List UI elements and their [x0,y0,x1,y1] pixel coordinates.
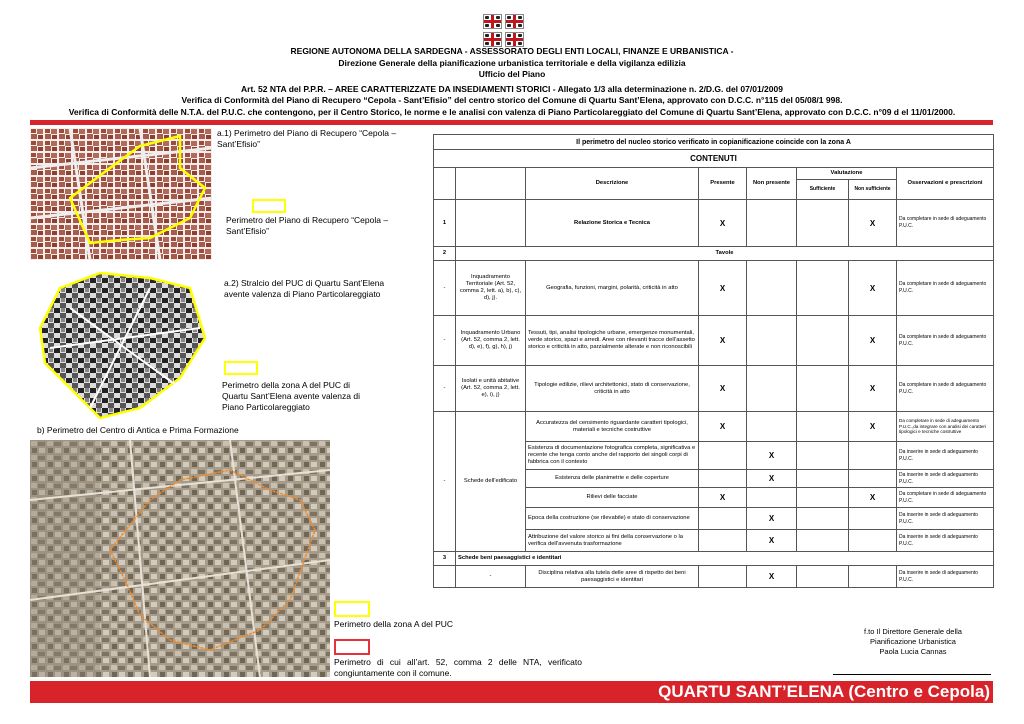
row-description: Accuratezza del censimento riguardante caratteri tipologici, materiali e tecniche costruttive [526,412,699,442]
header-descrizione: Descrizione [526,168,699,200]
row-dash: - [434,412,456,552]
map-puc-stralcio [30,268,215,420]
mark-presente: X [699,200,747,247]
cell-empty [747,488,797,508]
flag-icon [483,32,502,47]
aerial-photo-centro-storico [30,440,330,677]
row-dash: - [434,316,456,366]
row-description: Geografia, funzioni, margini, polarità, criticità in atto [526,261,699,316]
row-number: 3 [434,552,456,566]
row-osservazioni: Da completare in sede di adeguamento P.U.C.,da integrare con analisi dei caratteri tipologici e tecniche costruttive [897,412,994,442]
mark-non-sufficiente: X [849,316,897,366]
cell-empty [849,442,897,470]
row-description: Relazione Storica e Tecnica [526,200,699,247]
cell-empty [747,366,797,412]
row-osservazioni: Da inserire in sede di adeguamento P.U.C. [897,530,994,552]
section-title: Tavole [456,247,994,261]
row-subject: Schede dell’edificato [456,412,526,552]
row-subject: Inquadramento Urbano (Art. 52, comma 2, lett. d), e), f), g), h), j) [456,316,526,366]
cell-empty [699,566,747,588]
row-osservazioni: Da completare in sede di adeguamento P.U.C. [897,200,994,247]
cell-empty [797,412,849,442]
cell-empty [849,530,897,552]
row-description: Disciplina relativa alla tutela delle aree di rispetto dei beni paesaggistici e identitari [526,566,699,588]
table-row [434,316,994,366]
row-description: Tessuti, tipi, analisi tipologiche urbane, emergenze monumentali, verde storico, spazi e arredi. Aree con rilevanti tracce dell’assetto storico e criticità in atto, parzialmente alterate e non riconoscibili [526,316,699,366]
flag-icon [505,14,524,29]
table-title: Il perimetro del nucleo storico verificato in copianificazione coincide con la zona A [434,135,994,150]
mark-non-sufficiente: X [849,366,897,412]
header-non-presente: Non presente [747,168,797,200]
mark-non-presente: X [747,442,797,470]
row-description: Rilievi delle facciate [526,488,699,508]
row-number: 1 [434,200,456,247]
row-osservazioni: Da inserire in sede di adeguamento P.U.C. [897,470,994,488]
cell-empty [797,488,849,508]
cell-empty [849,470,897,488]
legend-yellow-text: Perimetro della zona A del PUC [334,619,454,629]
mark-non-sufficiente: X [849,200,897,247]
row-osservazioni: Da completare in sede di adeguamento P.U.C. [897,261,994,316]
header-valutazione: Valutazione [797,168,897,180]
legend-swatch-red [334,639,370,655]
signature-line [833,674,991,675]
a1-legend: Perimetro del Piano di Recupero “Cepola – Sant’Efisio” [226,215,389,236]
header-line-6: Verifica di Conformità delle N.T.A. del P.U.C. che contengono, per il Centro Storico, le norme e le analisi con valenza di Piano Particolareggiato del Comune di Quartu Sant’Elena, approvato con D.C.C. n°09 d el 11/01/2000. [68,106,956,117]
table-row [434,200,994,247]
cell-empty [797,316,849,366]
flag-icon [483,14,502,29]
row-osservazioni: Da completare in sede di adeguamento P.U.C. [897,316,994,366]
row-description: Esistenza di documentazione fotografica completa, significativa e recente che tenga conto anche del rapporto dei singoli corpi di fabbrica con il contesto [526,442,699,470]
row-dash: - [434,261,456,316]
cell-empty [699,470,747,488]
row-osservazioni: Da inserire in sede di adeguamento P.U.C. [897,566,994,588]
header-line-4: Art. 52 NTA del P.P.R. – AREE CARATTERIZZATE DA INSEDIAMENTI STORICI - Allegato 1/3 alla determinazione n. 2/D.G. del 07/01/2009 [241,83,783,94]
mark-non-sufficiente: X [849,412,897,442]
contenuti-heading: CONTENUTI [434,150,994,168]
table-row [434,552,994,566]
a2-caption: a.2) Stralcio del PUC di Quartu Sant’Elena avente valenza di Piano Particolareggiato [224,278,385,299]
cell-empty [699,442,747,470]
table-row [434,366,994,412]
mark-non-presente: X [747,530,797,552]
verification-table [433,134,994,588]
top-red-bar [30,120,993,125]
cell-empty [797,530,849,552]
header-line-2: Direzione Generale della pianificazione urbanistica territoriale e della vigilanza edilizia [338,57,686,68]
a2-legend: Perimetro della zona A del PUC di Quartu Sant’Elena avente valenza di Piano Particolareggiato [222,380,360,412]
header-line-5: Verifica di Conformità del Piano di Recupero “Cepola - Sant’Efisio” del centro storico del Comune di Quartu Sant’Elena, approvato con D.C.C. n°115 del 05/08/1 998. [181,95,843,105]
signature-block [838,627,988,657]
mark-non-presente: X [747,508,797,530]
cell-empty [434,566,456,588]
row-subject: Inquadramento Territoriale (Art. 52, comma 2, lett. a), b), c), d), j). [456,261,526,316]
row-dash: - [434,366,456,412]
mark-non-presente: X [747,470,797,488]
header-non-sufficiente: Non sufficiente [849,180,897,200]
cell-empty [797,566,849,588]
row-osservazioni: Da completare in sede di adeguamento P.U.C. [897,366,994,412]
header-cell-empty [456,168,526,200]
sardinia-flag-emblem [483,12,543,40]
legend-red-text: Perimetro di cui all’art. 52, comma 2 delle NTA, verificato congiuntamente con il comune. [334,657,582,678]
section-title: Schede beni paesaggistici e identitari [456,552,994,566]
row-description: Attribuzione del valore storico ai fini della conservazione o la verifica dell’avvenuta trasformazione [526,530,699,552]
cell-empty [797,200,849,247]
mark-presente: X [699,488,747,508]
legend-swatch-yellow [334,601,370,617]
map-piano-recupero [30,128,212,260]
mark-presente: X [699,261,747,316]
signature-line-1: f.to Il Direttore Generale della [864,627,962,636]
header-line-1: REGIONE AUTONOMA DELLA SARDEGNA - ASSESSORATO DEGLI ENTI LOCALI, FINANZE E URBANISTICA - [290,46,734,56]
legend-swatch-yellow-a1 [252,199,286,213]
row-osservazioni: Da inserire in sede di adeguamento P.U.C. [897,508,994,530]
cell-empty [747,261,797,316]
cell-empty [849,566,897,588]
mark-presente: X [699,412,747,442]
cell-empty [747,412,797,442]
row-subject: Isolati e unità abitative (Art. 52, comma 2, lett. e), i), j) [456,366,526,412]
table-row [434,261,994,316]
row-description: Tipologie edilizie, rilievi architettonici, stato di conservazione, criticità in atto [526,366,699,412]
footer-title: QUARTU SANT’ELENA (Centro e Cepola) [658,682,990,701]
signature-line-2: Pianificazione Urbanistica [870,637,956,646]
cell-empty [797,508,849,530]
cell-empty [797,442,849,470]
flag-icon [505,32,524,47]
table-row [434,247,994,261]
header-cell-empty [434,168,456,200]
header-presente: Presente [699,168,747,200]
table-row [434,566,994,588]
mark-non-sufficiente: X [849,488,897,508]
a1-caption: a.1) Perimetro del Piano di Recupero “Cepola – Sant’Efisio” [217,128,397,149]
cell-empty [797,261,849,316]
header-sufficiente: Sufficiente [797,180,849,200]
cell-empty [797,366,849,412]
cell-empty [747,316,797,366]
cell-empty [699,530,747,552]
row-osservazioni: Da completare in sede di adeguamento P.U.C. [897,488,994,508]
b-caption: b) Perimetro del Centro di Antica e Prima Formazione [37,425,239,435]
cell-empty [747,200,797,247]
header-osservazioni: Osservazioni e prescrizioni [897,168,994,200]
row-osservazioni: Da inserire in sede di adeguamento P.U.C. [897,442,994,470]
cell-empty [699,508,747,530]
row-number: 2 [434,247,456,261]
mark-non-sufficiente: X [849,261,897,316]
mark-presente: X [699,366,747,412]
mark-presente: X [699,316,747,366]
document-header [0,46,1024,118]
header-line-3: Ufficio del Piano [478,69,546,79]
row-dash: - [456,566,526,588]
cell-empty [456,200,526,247]
mark-non-presente: X [747,566,797,588]
signature-line-3: Paola Lucia Cannas [879,647,947,656]
row-description: Esistenza delle planimetrie e delle coperture [526,470,699,488]
cell-empty [797,470,849,488]
row-description: Epoca della costruzione (se rilevabile) e stato di conservazione [526,508,699,530]
table-row [434,412,994,442]
cell-empty [849,508,897,530]
legend-swatch-yellow-a2 [224,361,258,375]
